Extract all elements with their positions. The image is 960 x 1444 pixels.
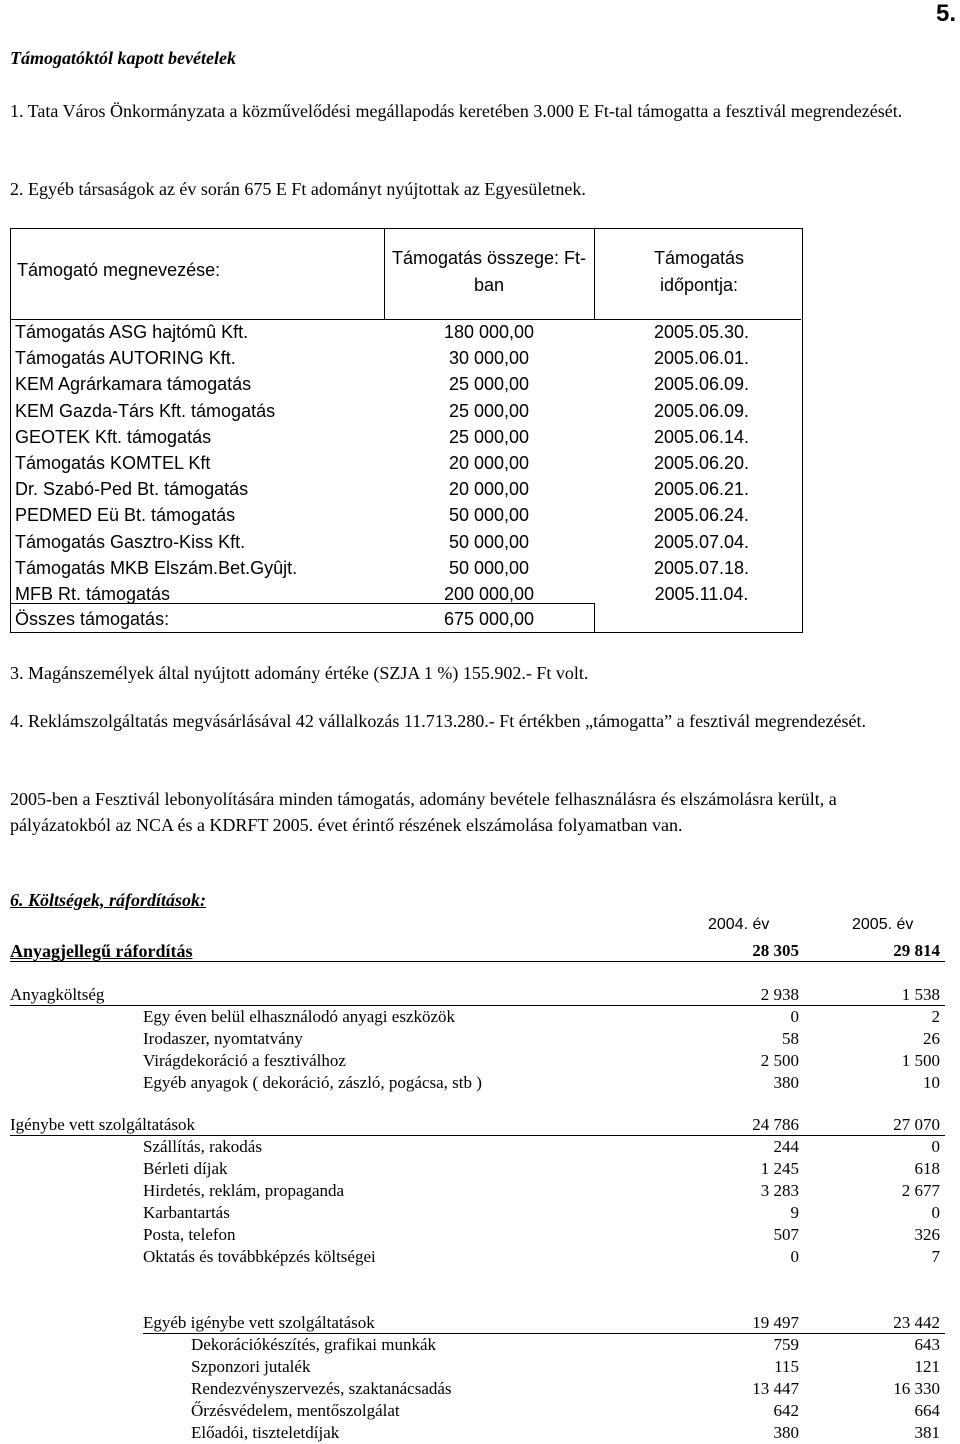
sponsor-date: 2005.07.04. [653,531,750,552]
value-2005: 1 538 [901,985,940,1004]
table-row [11,371,804,397]
total-label: Összes támogatás: [15,609,170,629]
value-2005: 16 330 [893,1379,940,1398]
sponsor-amount: 50 000,00 [448,557,530,578]
cost-label: Hirdetés, reklám, propaganda [143,1181,345,1200]
value-2005: 2 677 [901,1181,940,1200]
paragraph-5: 2005-ben a Fesztivál lebonyolítására minden támogatás, adomány bevétele felhasználásra és elszámolásra került, a pályázatokból az NCA és a KDRFT 2005. évet érintő részének elszámolása folyamatban van. [10,789,837,835]
table-row [11,555,804,581]
row-rule [10,961,945,962]
value-2004: 9 [790,1203,799,1222]
value-2004: 58 [782,1029,799,1048]
sponsor-date: 2005.05.30. [653,322,750,342]
table-row [11,345,804,371]
value-2004: 244 [773,1137,799,1156]
sponsor-date: 2005.11.04. [654,584,749,604]
value-2005: 2 [931,1007,940,1026]
value-2004: 380 [773,1073,799,1092]
cost-item-row [0,1158,960,1180]
value-2004: 759 [773,1335,799,1354]
sponsor-date: 2005.06.14. [653,426,750,447]
sponsor-date: 2005.07.18. [653,557,750,578]
sponsor-name: KEM Agrárkamara támogatás [15,374,252,395]
table-row [11,502,804,528]
sponsor-name: Támogatás AUTORING Kft. [15,348,236,369]
cost-label: Egyéb anyagok ( dekoráció, zászló, pogácsa, stb ) [143,1073,482,1092]
cost-item-row [0,1246,960,1268]
value-2005: 0 [931,1137,940,1156]
cost-group-row [0,1114,960,1136]
sponsor-name: PEDMED Eü Bt. támogatás [15,505,236,526]
table-row [11,529,804,555]
cost-item-row [0,1224,960,1246]
sponsor-name: Dr. Szabó-Ped Bt. támogatás [15,479,249,500]
cost-item-row [0,1006,960,1028]
sponsor-amount: 20 000,00 [448,479,530,500]
value-2005: 27 070 [893,1115,940,1134]
value-2005: 1 500 [901,1051,940,1070]
value-2004: 13 447 [752,1379,799,1398]
sponsor-amount: 25 000,00 [448,400,530,421]
value-2005: 121 [914,1357,940,1376]
paragraph-3: 3. Magánszemélyek által nyújtott adomány értéke (SZJA 1 %) 155.902.- Ft volt. [10,663,589,683]
header-amount [384,245,594,299]
cost-label: Anyagjellegű ráfordítás [10,941,193,961]
cost-group-row [0,1312,960,1334]
table-row [11,424,804,450]
header-amount-label: Támogatás összege: Ft-ban [391,248,587,295]
value-2004: 2 938 [760,985,799,1004]
value-2004: 2 500 [760,1051,799,1070]
value-2004: 380 [773,1423,799,1442]
cost-label: Karbantartás [143,1203,230,1222]
cost-label: Őrzésvédelem, mentőszolgálat [191,1401,400,1420]
cost-item-row [0,1422,960,1444]
section-title: Támogatóktól kapott bevételek [10,48,236,68]
sponsor-amount: 30 000,00 [448,348,530,369]
cost-item-row [0,1072,960,1094]
value-2004: 28 305 [752,941,799,960]
cost-item-row [0,1136,960,1158]
sponsor-name: MFB Rt. támogatás [15,584,171,604]
sponsor-amount: 50 000,00 [448,531,530,552]
cost-label: Egyéb igénybe vett szolgáltatások [143,1313,375,1332]
sponsor-date: 2005.06.21. [653,479,750,500]
value-2004: 24 786 [752,1115,799,1134]
cost-label: Anyagköltség [10,985,105,1004]
value-2005: 618 [914,1159,940,1178]
value-2004: 1 245 [760,1159,799,1178]
table-row [11,581,804,607]
sponsor-name: KEM Gazda-Társ Kft. támogatás [15,400,276,421]
cost-item-row [0,1050,960,1072]
value-2005: 10 [923,1073,940,1092]
cost-label: Posta, telefon [143,1225,236,1244]
sponsor-date: 2005.06.09. [653,374,750,395]
cost-label: Irodaszer, nyomtatvány [143,1029,303,1048]
costs-heading: 6. Költségek, ráfordítások: [10,890,206,910]
value-2004: 115 [774,1357,799,1376]
cost-label: Előadói, tiszteletdíjak [191,1423,340,1442]
total-amount: 675 000,00 [443,609,535,629]
sponsor-name: Támogatás MKB Elszám.Bet.Gyûjt. [15,557,298,578]
cost-total-row [0,940,960,962]
cost-item-row [0,1028,960,1050]
sponsor-amount: 20 000,00 [448,453,530,473]
value-2005: 7 [931,1247,940,1266]
cost-label: Bérleti díjak [143,1159,228,1178]
sponsor-amount: 25 000,00 [448,374,530,395]
value-2004: 642 [773,1401,799,1420]
cost-group-row [0,984,960,1006]
cost-label: Dekorációkészítés, grafikai munkák [191,1335,436,1354]
paragraph-2: 2. Egyéb társaságok az év során 675 E Ft adományt nyújtottak az Egyesületnek. [10,179,586,199]
year-2005-header: 2005. év [852,916,914,933]
value-2004: 19 497 [752,1313,799,1332]
year-2004-header: 2004. év [708,916,770,933]
table-row [11,319,804,345]
sponsor-table [10,228,803,633]
cost-item-row [0,1180,960,1202]
value-2005: 29 814 [893,941,940,960]
cost-label: Rendezvényszervezés, szaktanácsadás [191,1379,452,1398]
cost-label: Egy éven belül elhasználodó anyagi eszközök [143,1007,456,1026]
cost-label: Virágdekoráció a fesztiválhoz [143,1051,346,1070]
sponsor-amount: 200 000,00 [443,584,535,604]
cost-label: Igénybe vett szolgáltatások [10,1115,196,1134]
sponsor-date: 2005.06.09. [653,400,750,421]
paragraph-1: 1. Tata Város Önkormányzata a közművelődési megállapodás keretében 3.000 E Ft-tal támogatta a fesztivál megrendezését. [10,101,903,121]
table-row [11,398,804,424]
page-number: 5. [935,0,956,27]
sponsor-name: Támogatás Gasztro-Kiss Kft. [15,531,246,552]
header-sponsor-name: Támogató megnevezése: [17,260,221,280]
value-2005: 26 [923,1029,940,1048]
sponsor-date: 2005.06.24. [653,505,750,526]
sponsor-name: Támogatás KOMTEL Kft [15,453,211,473]
value-2005: 643 [914,1335,940,1354]
cost-item-row [0,1356,960,1378]
cost-label: Szponzori jutalék [191,1357,311,1376]
value-2004: 0 [790,1247,799,1266]
table-row [11,476,804,502]
value-2005: 23 442 [893,1313,940,1332]
sponsor-date: 2005.06.20. [653,453,750,473]
cost-item-row [0,1334,960,1356]
paragraph-4: 4. Reklámszolgáltatás megvásárlásával 42 vállalkozás 11.713.280.- Ft értékben „támogatta” a fesztivál megrendezését. [10,711,867,731]
cost-item-row [0,1378,960,1400]
sponsor-name: GEOTEK Kft. támogatás [15,426,212,447]
sponsor-date: 2005.06.01. [653,348,750,369]
sponsor-amount: 50 000,00 [448,505,530,526]
value-2005: 664 [914,1401,940,1420]
total-row [11,606,804,632]
cost-label: Oktatás és továbbképzés költségei [143,1247,376,1266]
sponsor-amount: 25 000,00 [448,426,530,447]
header-date-label: Támogatás időpontja: [653,248,745,295]
cost-label: Szállítás, rakodás [143,1137,262,1156]
cost-item-row [0,1202,960,1224]
value-2004: 3 283 [760,1181,799,1200]
header-date [594,245,804,299]
sponsor-amount: 180 000,00 [443,322,535,342]
value-2005: 381 [914,1423,940,1442]
value-2004: 0 [790,1007,799,1026]
table-row [11,450,804,476]
value-2004: 507 [773,1225,799,1244]
sponsor-name: Támogatás ASG hajtómû Kft. [15,322,249,342]
value-2005: 326 [914,1225,940,1244]
cost-item-row [0,1400,960,1422]
value-2005: 0 [931,1203,940,1222]
